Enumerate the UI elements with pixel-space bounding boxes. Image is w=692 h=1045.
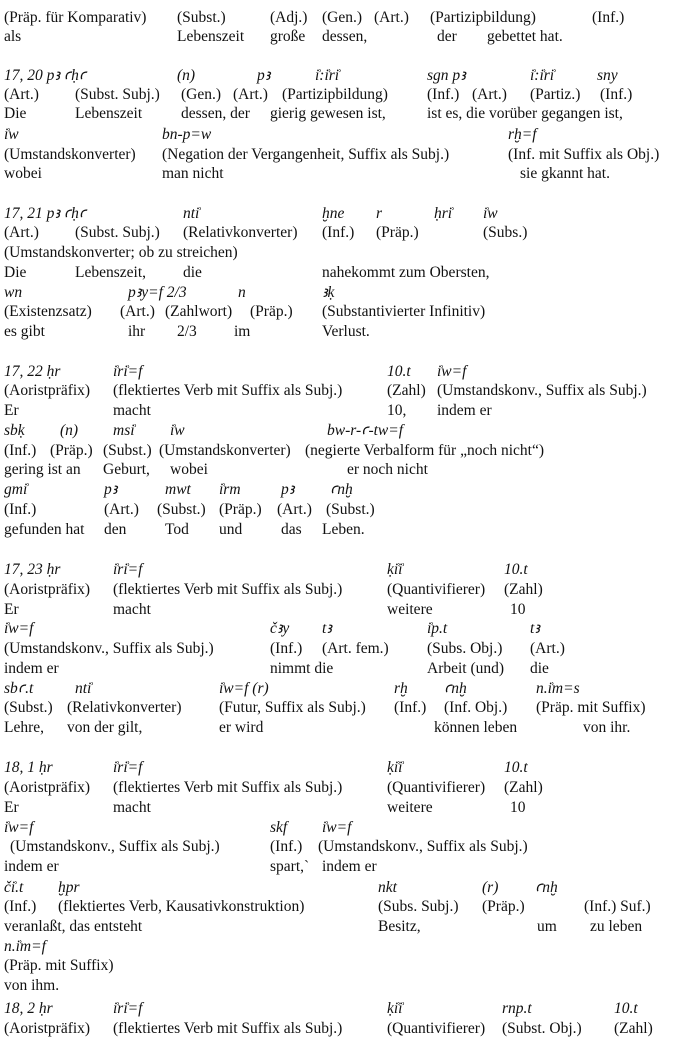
translation-line: [0, 322, 692, 342]
gloss-token: (Präp.): [50, 442, 93, 459]
gloss-token: (Quantivifierer): [387, 779, 486, 796]
transliteration-token: i͗rm: [219, 481, 241, 498]
translation-token: Lebenszeit: [177, 28, 245, 45]
transliteration-token: 18, 1 ḥr: [4, 759, 53, 776]
gloss-token: (Umstandskonverter): [159, 442, 291, 459]
translation-token: Verlust.: [322, 323, 370, 340]
transliteration-token: i͗w: [4, 126, 19, 143]
gloss-token: (Quantivifierer): [387, 581, 486, 598]
translation-token: 10: [510, 601, 526, 618]
transliteration-token: pꜣ: [257, 67, 271, 84]
transliteration-token: sny: [597, 67, 618, 84]
transliteration-token: sgn pꜣ: [427, 67, 466, 84]
gloss-token: (Art.): [277, 501, 312, 518]
translation-token: können leben: [434, 719, 518, 736]
transliteration-token: nti͗: [75, 680, 92, 697]
gloss-token: (Inf.): [394, 699, 427, 716]
gloss-token: (Aoristpräfix): [4, 1020, 91, 1037]
translation-token: Er: [4, 402, 19, 419]
transliteration-token: 17, 23 ḥr: [4, 561, 61, 578]
translation-token: weitere: [387, 799, 433, 816]
translation-token: ihr: [128, 323, 146, 340]
gloss-token: (flektiertes Verb mit Suffix als Subj.): [113, 1020, 343, 1037]
gloss-token: (Aoristpräfix): [4, 581, 91, 598]
transliteration-line: [0, 937, 692, 957]
gloss-token: (Zahl): [504, 581, 543, 598]
gloss-token: (Inf.): [600, 86, 633, 103]
gloss-token: (Gen.): [322, 9, 363, 26]
translation-token: dessen,: [322, 28, 368, 45]
gloss-token: (Inf.) Suf.): [584, 898, 651, 915]
transliteration-token: 10.t: [504, 561, 528, 578]
gloss-token: (Inf.): [4, 442, 37, 459]
translation-line: [0, 917, 692, 937]
transliteration-token: tꜣ: [530, 620, 540, 637]
gloss-token: (Quantivifierer): [387, 1020, 486, 1037]
translation-token: Arbeit (und): [427, 660, 505, 677]
gloss-token: (Partiz.): [530, 86, 581, 103]
translation-line: [0, 600, 692, 620]
translation-token: Er: [4, 799, 19, 816]
transliteration-token: ꜥnḫ: [330, 481, 353, 498]
gloss-token: (Subs.): [483, 224, 528, 241]
transliteration-token: i͗:i͗ri͗: [530, 67, 555, 84]
translation-token: Er: [4, 601, 19, 618]
gloss-token: (Umstandskonverter): [4, 146, 136, 163]
gloss-token: (Subst.): [177, 9, 226, 26]
gloss-line: [0, 639, 692, 659]
gloss-token: (Präp.): [219, 501, 262, 518]
gloss-line: [0, 223, 692, 243]
transliteration-token: i͗w=f: [322, 819, 352, 836]
gloss-token: (Subs. Subj.): [378, 898, 459, 915]
translation-token: Lehre,: [4, 719, 45, 736]
translation-token: man nicht: [162, 165, 224, 182]
gloss-token: (Relativkonverter): [183, 224, 298, 241]
translation-token: als: [4, 28, 22, 45]
transliteration-token: ꜥnḫ: [444, 680, 467, 697]
transliteration-token: skf: [270, 819, 288, 836]
translation-token: spart,`: [270, 858, 310, 875]
gloss-line: [0, 8, 692, 28]
gloss-token: (Aoristpräfix): [4, 382, 91, 399]
translation-token: 10,: [387, 402, 407, 419]
gloss-token: (Inf.): [427, 86, 460, 103]
translation-token: macht: [113, 601, 151, 618]
translation-line: [0, 718, 692, 738]
gloss-line: [0, 1019, 692, 1039]
gloss-token: (Existenzsatz): [4, 303, 92, 320]
gloss-token: (Partizipbildung): [430, 9, 536, 26]
gloss-token: (Negation der Vergangenheit, Suffix als Subj.): [162, 146, 450, 163]
gloss-token: (Präp. mit Suffix): [4, 957, 114, 974]
translation-token: indem er: [4, 660, 59, 677]
translation-token: 2/3: [177, 323, 197, 340]
translation-line: [0, 27, 692, 47]
gloss-token: (Art.): [233, 86, 268, 103]
translation-token: es gibt: [4, 323, 45, 340]
transliteration-token: (n): [177, 67, 196, 84]
transliteration-token: mwt: [165, 481, 191, 498]
gloss-token: (Subst. Subj.): [75, 86, 160, 103]
translation-token: macht: [113, 799, 151, 816]
translation-token: weitere: [387, 601, 433, 618]
translation-token: gierig gewesen ist,: [270, 105, 386, 122]
translation-token: dessen, der: [181, 105, 250, 122]
transliteration-token: rḫ=f: [508, 126, 537, 143]
transliteration-line: [0, 125, 692, 145]
gloss-token: (Präp.): [376, 224, 419, 241]
transliteration-line: [0, 204, 692, 224]
translation-line: [0, 520, 692, 540]
transliteration-line: [0, 818, 692, 838]
gloss-token: (Subst.): [157, 501, 206, 518]
transliteration-token: čꜣy: [270, 620, 290, 637]
gloss-token: (Substantivierter Infinitiv): [322, 303, 486, 320]
translation-token: nimmt die: [270, 660, 334, 677]
translation-token: große: [270, 28, 306, 45]
transliteration-line: [0, 66, 692, 86]
translation-token: Besitz,: [378, 918, 421, 935]
gloss-token: (Subs. Obj.): [427, 640, 503, 657]
translation-token: im: [234, 323, 251, 340]
transliteration-token: i͗p.t: [427, 620, 448, 637]
gloss-token: (Art.): [4, 86, 39, 103]
gloss-token: (Art.): [120, 303, 155, 320]
transliteration-token: rnp.t: [502, 1000, 532, 1017]
transliteration-token: ḳi͗i͗: [387, 1000, 403, 1017]
translation-token: indem er: [437, 402, 492, 419]
transliteration-token: 10.t: [504, 759, 528, 776]
gloss-token: (Umstandskonv., Suffix als Subj.): [437, 382, 647, 399]
transliteration-token: n: [238, 284, 246, 301]
transliteration-token: wn: [4, 284, 23, 301]
transliteration-line: [0, 362, 692, 382]
transliteration-token: pꜣ: [281, 481, 295, 498]
gloss-token: (Art. fem.): [322, 640, 389, 657]
gloss-token: (Umstandskonverter; ob zu streichen): [4, 244, 238, 261]
transliteration-line: [0, 480, 692, 500]
transliteration-token: n.i͗m=f: [4, 938, 46, 955]
gloss-line: [0, 778, 692, 798]
translation-token: Leben.: [322, 521, 365, 538]
gloss-line: [0, 381, 692, 401]
gloss-token: (Präp.): [482, 898, 525, 915]
transliteration-token: 17, 22 ḥr: [4, 363, 61, 380]
gloss-token: (Inf.): [4, 898, 37, 915]
transliteration-token: 17, 20 pꜣ ꜥḥꜥ: [4, 67, 87, 84]
transliteration-token: bw-r-ꜥ-tw=f: [327, 422, 404, 439]
transliteration-line: [0, 999, 692, 1019]
translation-token: Die: [4, 105, 27, 122]
gloss-line: [0, 956, 692, 976]
translation-token: Lebenszeit: [75, 105, 143, 122]
gloss-line: [0, 145, 692, 165]
transliteration-token: i͗:i͗ri͗: [315, 67, 340, 84]
transliteration-token: bn-p=w: [162, 126, 212, 143]
transliteration-token: sbḳ: [4, 422, 25, 439]
gloss-token: (Subst.): [103, 442, 152, 459]
transliteration-token: 18, 2 ḥr: [4, 1000, 53, 1017]
transliteration-token: nkt: [378, 879, 397, 896]
translation-token: und: [219, 521, 243, 538]
gloss-line: [0, 441, 692, 461]
transliteration-line: [0, 283, 692, 303]
gloss-line: [0, 500, 692, 520]
translation-token: von ihr.: [583, 719, 631, 736]
transliteration-token: (r): [482, 879, 499, 896]
translation-line: [0, 857, 692, 877]
gloss-token: (flektiertes Verb mit Suffix als Subj.): [113, 382, 343, 399]
translation-line: [0, 164, 692, 184]
gloss-token: (Aoristpräfix): [4, 779, 91, 796]
translation-token: veranlaßt, das entsteht: [4, 918, 143, 935]
gloss-token: (Zahlwort): [165, 303, 233, 320]
transliteration-line: [0, 421, 692, 441]
translation-line: [0, 659, 692, 679]
gloss-token: (Umstandskonv., Suffix als Subj.): [4, 640, 214, 657]
translation-line: [0, 798, 692, 818]
transliteration-token: i͗ri͗=f: [113, 363, 143, 380]
translation-token: von der gilt,: [67, 719, 143, 736]
gloss-line: [0, 897, 692, 917]
gloss-token: (Inf.): [4, 501, 37, 518]
gloss-line: [0, 698, 692, 718]
translation-token: Die: [4, 264, 27, 281]
gloss-token: (Inf. Obj.): [444, 699, 508, 716]
transliteration-token: i͗ri͗=f: [113, 1000, 143, 1017]
transliteration-token: i͗w: [483, 205, 498, 222]
transliteration-token: ḳi͗i͗: [387, 561, 403, 578]
gloss-line: [0, 302, 692, 322]
translation-token: ist es, die vorüber gegangen ist,: [427, 105, 623, 122]
transliteration-token: n.i͗m=s: [536, 680, 580, 697]
translation-token: gering ist an: [4, 461, 81, 478]
transliteration-token: r: [376, 205, 383, 222]
translation-line: [0, 401, 692, 421]
transliteration-token: (n): [60, 422, 79, 439]
gloss-line: [0, 580, 692, 600]
transliteration-token: gmi͗: [4, 481, 28, 498]
gloss-token: (Umstandskonv., Suffix als Subj.): [10, 838, 220, 855]
translation-token: wobei: [4, 165, 42, 182]
translation-token: Tod: [165, 521, 189, 538]
gloss-token: (Art.): [104, 501, 139, 518]
translation-token: von ihm.: [4, 977, 60, 994]
gloss-line: [0, 85, 692, 105]
gloss-token: (Art.): [374, 9, 409, 26]
translation-line: [0, 263, 692, 283]
gloss-token: (Inf.): [592, 9, 625, 26]
translation-token: er wird: [219, 719, 264, 736]
gloss-line: [0, 243, 692, 263]
transliteration-token: 17, 21 pꜣ ꜥḥꜥ: [4, 205, 87, 222]
transliteration-token: i͗w: [170, 422, 185, 439]
gloss-token: (Inf.): [270, 838, 303, 855]
translation-token: indem er: [322, 858, 377, 875]
gloss-token: (Umstandskonv., Suffix als Subj.): [318, 838, 528, 855]
transliteration-token: ḫne: [322, 205, 345, 222]
gloss-token: (Zahl): [387, 382, 426, 399]
translation-line: [0, 104, 692, 124]
transliteration-token: tꜣ: [322, 620, 332, 637]
gloss-token: (Zahl): [504, 779, 543, 796]
translation-token: nahekommt zum Obersten,: [322, 264, 490, 281]
transliteration-line: [0, 619, 692, 639]
gloss-token: (Art.): [530, 640, 565, 657]
translation-token: Lebenszeit,: [75, 264, 147, 281]
transliteration-token: ꜥnḫ: [535, 879, 558, 896]
translation-token: der: [437, 28, 457, 45]
transliteration-token: i͗w=f: [4, 620, 34, 637]
transliteration-token: i͗w=f: [4, 819, 34, 836]
translation-line: [0, 460, 692, 480]
gloss-token: (Partizipbildung): [282, 86, 388, 103]
gloss-token: (Subst.): [4, 699, 53, 716]
gloss-token: (Futur, Suffix als Subj.): [219, 699, 366, 716]
gloss-token: (Adj.): [270, 9, 308, 26]
translation-token: sie gkannt hat.: [520, 165, 610, 182]
translation-token: Geburt,: [103, 461, 150, 478]
translation-token: den: [104, 521, 127, 538]
gloss-token: (negierte Verbalform für „noch nicht“): [305, 442, 544, 459]
translation-token: gebettet hat.: [487, 28, 563, 45]
transliteration-token: i͗w=f: [437, 363, 467, 380]
gloss-token: (Präp.): [250, 303, 293, 320]
transliteration-token: rḫ: [394, 680, 408, 697]
translation-token: wobei: [170, 461, 208, 478]
transliteration-token: či͗.t: [4, 879, 24, 896]
gloss-token: (Zahl): [614, 1020, 653, 1037]
transliteration-token: ꜣḳ: [322, 284, 335, 301]
gloss-token: (Subst.): [326, 501, 375, 518]
transliteration-token: nti͗: [183, 205, 200, 222]
transliteration-token: sbꜥ.t: [4, 680, 34, 697]
transliteration-token: msi͗: [113, 422, 135, 439]
gloss-line: [0, 837, 692, 857]
transliteration-token: i͗ri͗=f: [113, 561, 143, 578]
gloss-token: (Gen.): [181, 86, 222, 103]
gloss-token: (flektiertes Verb mit Suffix als Subj.): [113, 581, 343, 598]
gloss-token: (Art.): [4, 224, 39, 241]
translation-token: macht: [113, 402, 151, 419]
gloss-token: (Inf. mit Suffix als Obj.): [508, 146, 660, 163]
translation-token: 10: [510, 799, 526, 816]
transliteration-line: [0, 878, 692, 898]
translation-token: er noch nicht: [347, 461, 428, 478]
translation-line: [0, 976, 692, 996]
gloss-token: (Art.): [472, 86, 507, 103]
transliteration-token: ḳi͗i͗: [387, 759, 403, 776]
transliteration-token: 10.t: [387, 363, 411, 380]
gloss-token: (flektiertes Verb, Kausativkonstruktion): [58, 898, 305, 915]
translation-token: zu leben: [590, 918, 643, 935]
gloss-token: (Inf.): [322, 224, 355, 241]
transliteration-token: pꜣy=f 2/3: [128, 284, 187, 301]
transliteration-line: [0, 679, 692, 699]
gloss-token: (Präp. mit Suffix): [536, 699, 646, 716]
gloss-token: (flektiertes Verb mit Suffix als Subj.): [113, 779, 343, 796]
gloss-token: (Subst. Obj.): [502, 1020, 582, 1037]
transliteration-line: [0, 758, 692, 778]
gloss-token: (Relativkonverter): [67, 699, 182, 716]
translation-token: indem er: [4, 858, 59, 875]
transliteration-token: i͗w=f (r): [219, 680, 269, 697]
translation-token: die: [530, 660, 549, 677]
transliteration-token: i͗ri͗=f: [113, 759, 143, 776]
transliteration-line: [0, 560, 692, 580]
translation-token: gefunden hat: [4, 521, 85, 538]
gloss-token: (Präp. für Komparativ): [4, 9, 147, 26]
transliteration-token: 10.t: [614, 1000, 638, 1017]
transliteration-token: ḥri͗: [434, 205, 453, 222]
gloss-token: (Inf.): [270, 640, 303, 657]
transliteration-token: pꜣ: [104, 481, 118, 498]
translation-token: die: [183, 264, 202, 281]
translation-token: um: [537, 918, 557, 935]
transliteration-token: ḫpr: [58, 879, 80, 896]
translation-token: das: [281, 521, 302, 538]
gloss-token: (Subst. Subj.): [75, 224, 160, 241]
